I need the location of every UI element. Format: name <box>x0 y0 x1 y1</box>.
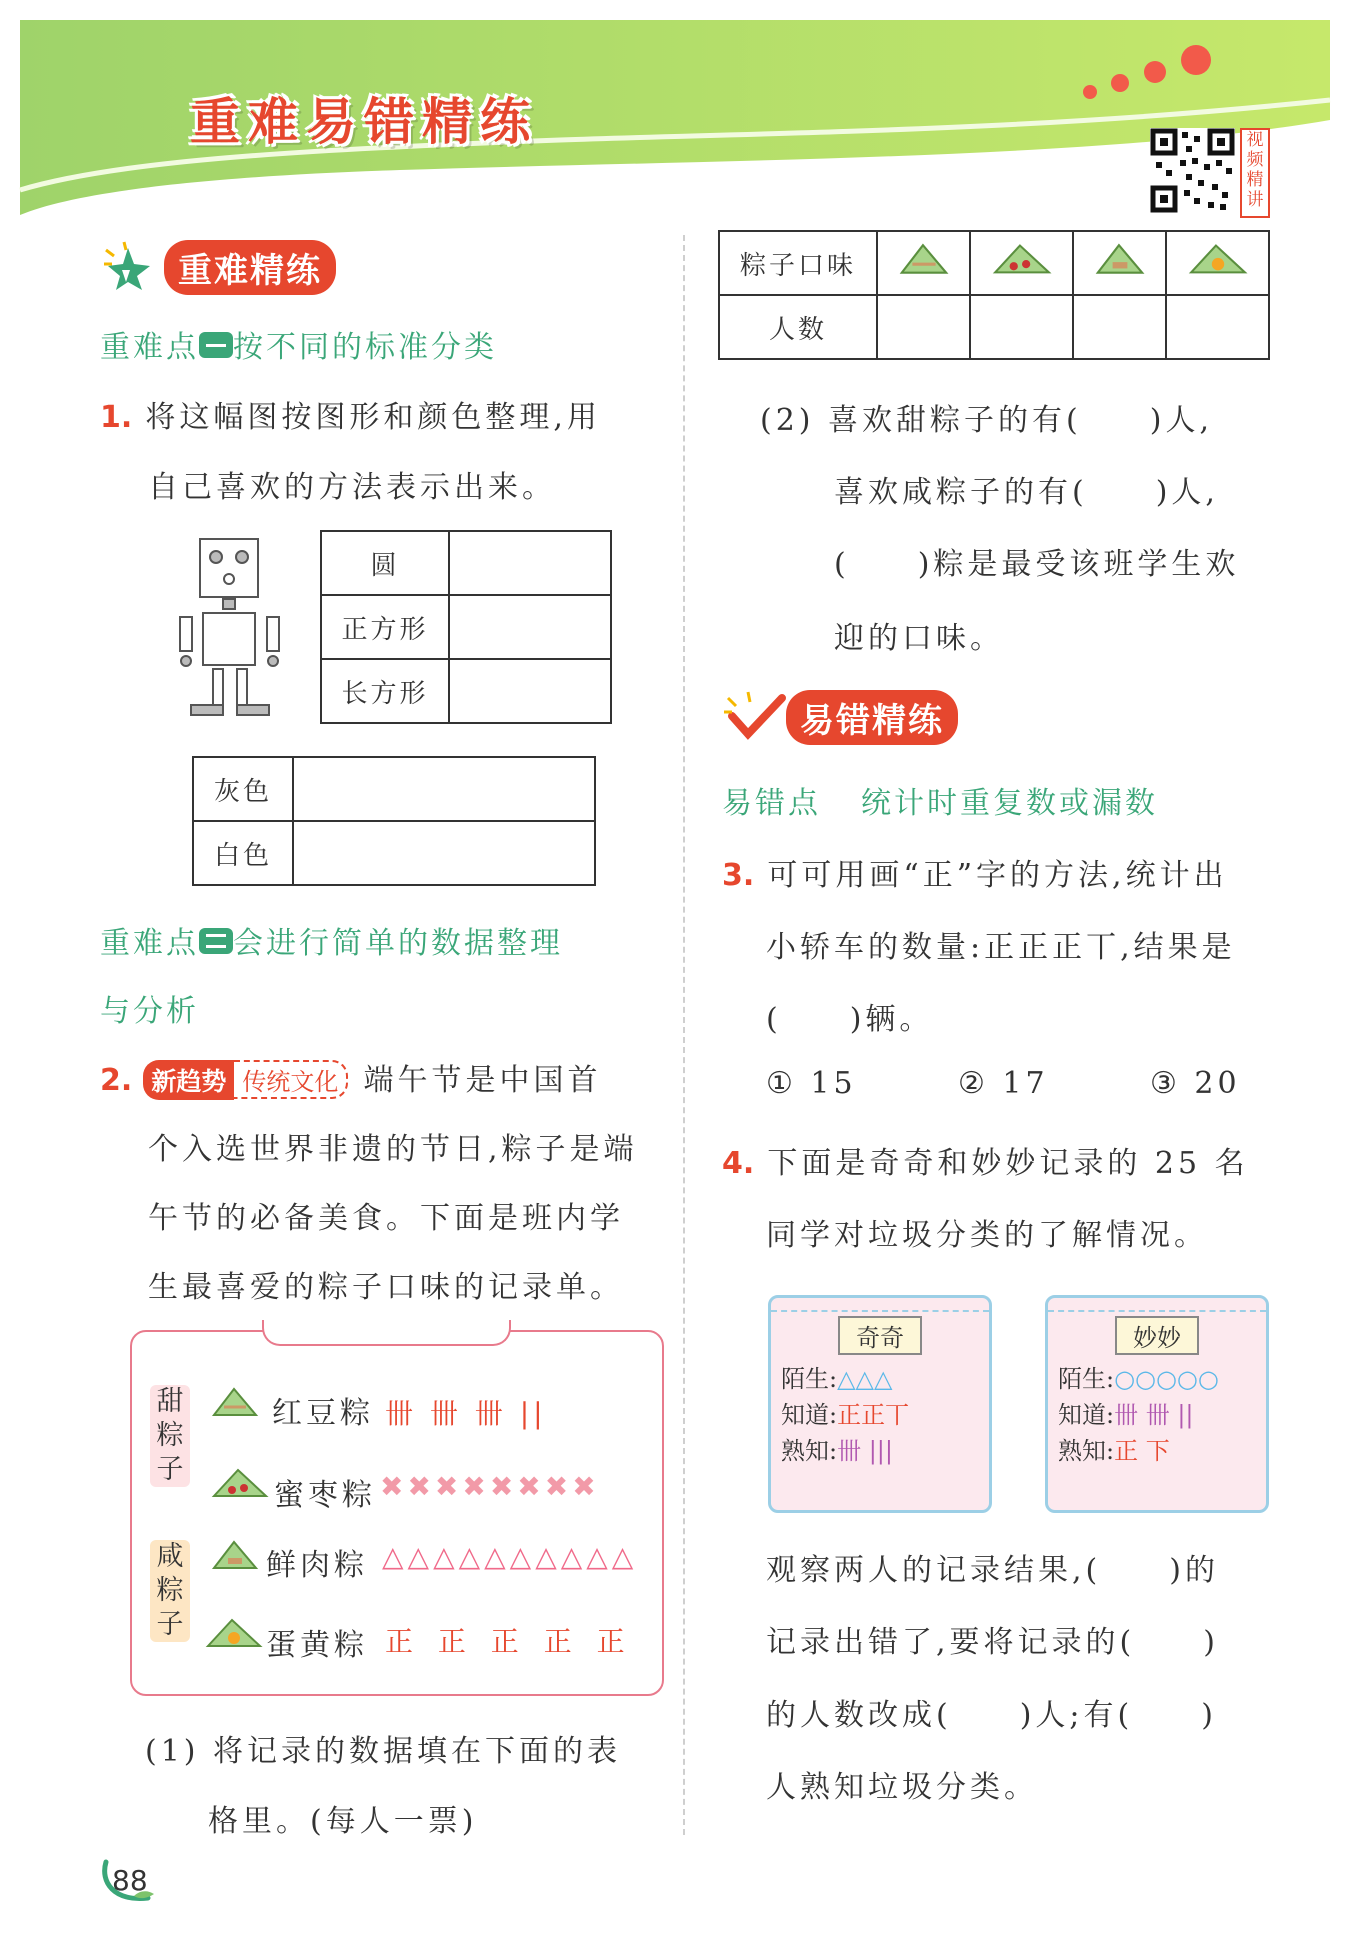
color-cell-gray[interactable] <box>293 757 595 821</box>
record-marks-meat: △△△△△△△△△△ <box>382 1540 638 1573</box>
zongzi-egg-yolk-icon <box>204 1616 264 1652</box>
zongzi-meat-icon <box>210 1538 260 1574</box>
q2-text-3: 午节的必备美食。下面是班内学 <box>148 1201 624 1236</box>
color-row-gray: 灰色 <box>193 757 293 821</box>
q4-number: 4. <box>722 1146 755 1181</box>
q3-line1 <box>722 850 1228 894</box>
record-marks-date: ✖✖✖✖✖✖✖✖ <box>380 1470 600 1503</box>
zongzi-flavor-table <box>718 230 1270 360</box>
q3-number: 3. <box>722 858 755 893</box>
error-point-text: 统计时重复数或漏数 <box>861 786 1158 821</box>
miaomiao-row-marks-2: 卌 卌 || <box>1114 1401 1194 1429</box>
q2-text-2: 个入选世界非遗的节日,粽子是端 <box>148 1132 638 1167</box>
q1-line1 <box>100 392 601 436</box>
miaomiao-row-label-2: 知道: <box>1058 1401 1115 1429</box>
point1-heading <box>100 322 497 366</box>
shape-row-circle: 圆 <box>321 531 449 595</box>
q2-sub2-text-1: (2) 喜欢甜粽子的有( )人, <box>760 403 1213 438</box>
q4-text-3: 观察两人的记录结果,( )的 <box>766 1553 1219 1588</box>
section-pill-difficult: 重难精练 <box>164 240 336 295</box>
flavor-col-meat <box>1073 231 1166 295</box>
record-name-red-bean: 红豆粽 <box>272 1396 374 1431</box>
qiqi-row-marks-3: 卌 ||| <box>837 1437 893 1465</box>
badge-two-icon <box>199 928 233 954</box>
q2-sub1-text-1: (1) 将记录的数据填在下面的表 <box>145 1734 622 1769</box>
notebook-rings <box>1048 1298 1266 1312</box>
q2-tag-trend: 新趋势 <box>143 1060 234 1100</box>
q1-number: 1. <box>100 400 133 435</box>
q2-sub1-text-2: 格里。(每人一票) <box>208 1804 478 1839</box>
color-table <box>192 756 596 886</box>
shape-cell-square[interactable] <box>449 595 611 659</box>
robot-shapes-figure <box>175 535 285 720</box>
notebook-qiqi-name: 奇奇 <box>838 1316 922 1355</box>
zongzi-red-bean-icon <box>896 241 952 279</box>
shape-table <box>320 530 612 724</box>
q3-text-2: 小轿车的数量:正正正丅,结果是 <box>766 930 1236 965</box>
column-divider <box>683 235 685 1835</box>
point2-label: 重难点 <box>100 926 199 961</box>
q3-option-3[interactable]: ③ 20 <box>1150 1066 1241 1101</box>
miaomiao-row-marks-3: 正 下 <box>1114 1437 1170 1465</box>
q1-text-1: 将这幅图按图形和颜色整理,用 <box>145 400 601 435</box>
count-cell-egg-yolk[interactable] <box>1166 295 1269 359</box>
zongzi-egg-yolk-icon <box>1187 241 1249 279</box>
record-name-date: 蜜枣粽 <box>274 1478 376 1513</box>
shape-cell-circle[interactable] <box>449 531 611 595</box>
banner-title: 重难易错精练 <box>190 93 538 151</box>
miaomiao-row-label-3: 熟知: <box>1058 1437 1115 1465</box>
color-cell-white[interactable] <box>293 821 595 885</box>
miaomiao-row-label-1: 陌生: <box>1058 1365 1115 1393</box>
qiqi-row-marks-1: △△△ <box>837 1365 893 1393</box>
star-sparkle-icon <box>100 240 164 292</box>
miaomiao-row-marks-1: ○○○○○ <box>1114 1365 1219 1393</box>
q2-line1 <box>100 1055 601 1100</box>
page-number: 88 <box>112 1864 148 1897</box>
record-name-meat: 鲜肉粽 <box>266 1548 368 1583</box>
zongzi-date-icon <box>991 241 1053 279</box>
q4-text-4: 记录出错了,要将记录的( ) <box>766 1625 1219 1660</box>
checkmark-sparkle-icon <box>722 690 788 742</box>
salty-label: 咸粽子 <box>150 1540 190 1642</box>
q3-option-2[interactable]: ② 17 <box>958 1066 1049 1101</box>
q4-text-6: 人熟知垃圾分类。 <box>766 1770 1038 1805</box>
q2-tag-culture: 传统文化 <box>234 1060 348 1099</box>
q2-text-4: 生最喜爱的粽子口味的记录单。 <box>148 1270 624 1305</box>
color-row-white: 白色 <box>193 821 293 885</box>
zongzi-date-icon <box>210 1466 270 1502</box>
flavor-table-label: 粽子口味 <box>719 231 877 295</box>
sweet-label: 甜粽子 <box>150 1385 190 1487</box>
error-point-heading <box>722 778 1158 822</box>
notebook-miaomiao-name: 妙妙 <box>1115 1316 1199 1355</box>
q2-sub2-text-4: 迎的口味。 <box>834 621 1004 656</box>
badge-one-icon <box>199 332 233 358</box>
notebook-qiqi <box>768 1295 992 1513</box>
zongzi-red-bean-icon <box>210 1385 260 1421</box>
q2-text-1: 端午节是中国首 <box>363 1063 602 1098</box>
point1-label: 重难点 <box>100 330 199 365</box>
record-name-egg-yolk: 蛋黄粽 <box>266 1628 368 1663</box>
flavor-col-egg-yolk <box>1166 231 1269 295</box>
point1-text: 按不同的标准分类 <box>233 330 497 365</box>
qiqi-row-label-2: 知道: <box>781 1401 838 1429</box>
error-point-label: 易错点 <box>722 786 821 821</box>
notebook-miaomiao <box>1045 1295 1269 1513</box>
point2-text-2: 与分析 <box>100 994 199 1029</box>
count-row-label: 人数 <box>719 295 877 359</box>
count-cell-meat[interactable] <box>1073 295 1166 359</box>
card-clip-tab <box>262 1320 511 1346</box>
notebook-rings <box>771 1298 989 1312</box>
q1-text-2: 自己喜欢的方法表示出来。 <box>148 470 556 505</box>
q3-option-1[interactable]: ① 15 <box>766 1066 857 1101</box>
qr-label: 视频精讲 <box>1240 128 1270 218</box>
q4-text-1: 下面是奇奇和妙妙记录的 25 名 <box>767 1146 1249 1181</box>
qr-code-icon[interactable] <box>1150 128 1235 213</box>
q3-text-1: 可可用画“正”字的方法,统计出 <box>767 858 1228 893</box>
q3-text-3: ( )辆。 <box>766 1002 934 1037</box>
qiqi-row-label-3: 熟知: <box>781 1437 838 1465</box>
qiqi-row-marks-2: 正正丅 <box>837 1401 910 1429</box>
qiqi-row-label-1: 陌生: <box>781 1365 838 1393</box>
shape-cell-rectangle[interactable] <box>449 659 611 723</box>
count-cell-red-bean[interactable] <box>877 295 970 359</box>
section-pill-error-prone: 易错精练 <box>786 690 958 745</box>
flavor-col-red-bean <box>877 231 970 295</box>
q2-number: 2. <box>100 1063 133 1098</box>
flavor-col-date <box>970 231 1073 295</box>
shape-row-square: 正方形 <box>321 595 449 659</box>
shape-row-rectangle: 长方形 <box>321 659 449 723</box>
q4-text-5: 的人数改成( )人;有( ) <box>766 1698 1217 1733</box>
point2-heading <box>100 918 563 962</box>
point2-text-1: 会进行简单的数据整理 <box>233 926 563 961</box>
q4-line1 <box>722 1138 1249 1182</box>
q4-text-2: 同学对垃圾分类的了解情况。 <box>766 1218 1208 1253</box>
record-marks-red-bean: 卌 卌 卌 || <box>385 1397 547 1430</box>
q2-sub2-text-3: ( )粽是最受该班学生欢 <box>834 547 1240 582</box>
count-cell-date[interactable] <box>970 295 1073 359</box>
zongzi-meat-icon <box>1092 241 1148 279</box>
q2-sub2-text-2: 喜欢咸粽子的有( )人, <box>834 475 1219 510</box>
record-marks-egg-yolk: 正 正 正 正 正 <box>385 1625 633 1658</box>
